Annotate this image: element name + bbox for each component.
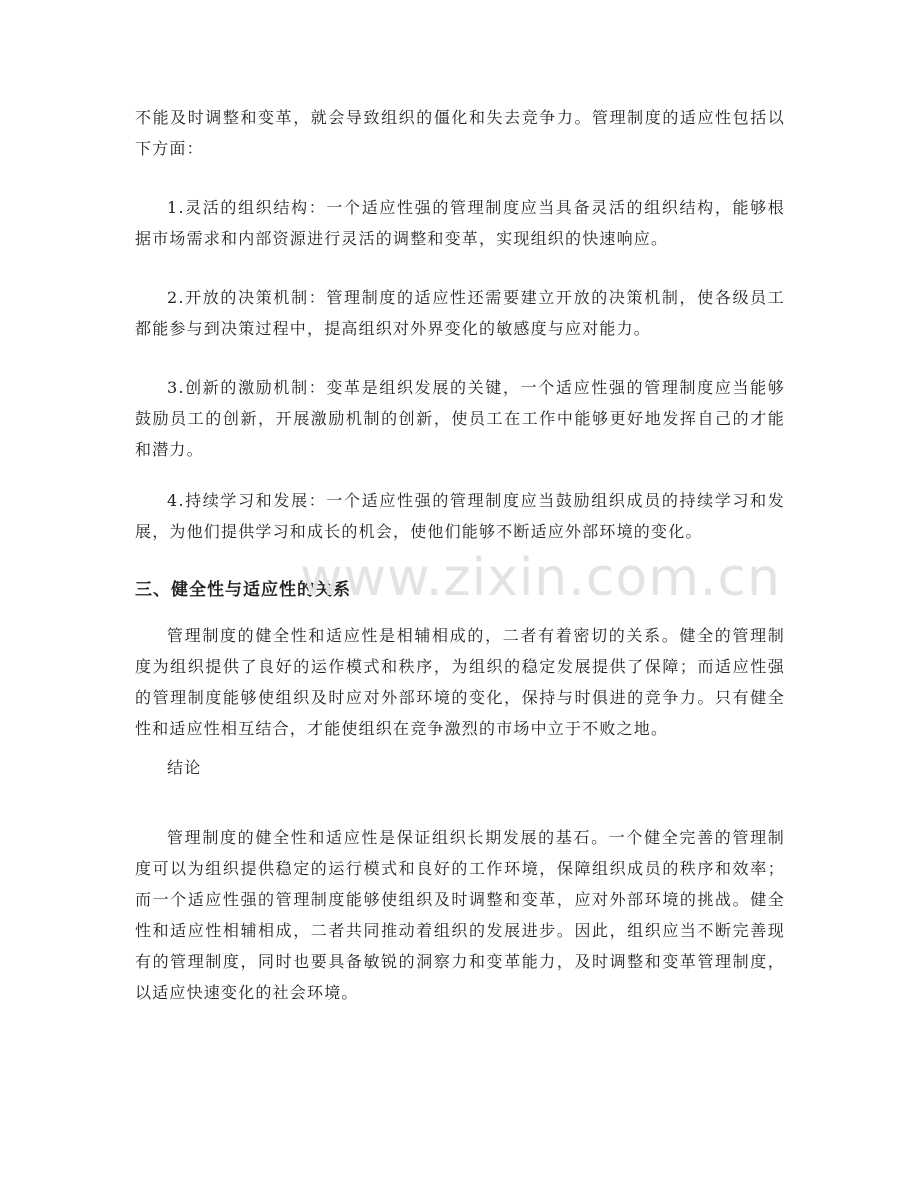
list-item-continuous-learning: 4.持续学习和发展：一个适应性强的管理制度应当鼓励组织成员的持续学习和发展，为他们提供学习和成长的机会，使他们能够不断适应外部环境的变化。: [135, 491, 785, 541]
section-paragraph: 管理制度的健全性和适应性是相辅相成的，二者有着密切的关系。健全的管理制度为组织提供了良好的运作模式和秩序，为组织的稳定发展提供了保障；而适应性强的管理制度能够使组织及时应对外部环境的变化，保持与时俱进的竞争力。只有健全性和适应性相互结合，才能使组织在竞争激烈的市场中立于不败之地。: [135, 626, 785, 738]
list-item-open-decision: 2.开放的决策机制：管理制度的适应性还需要建立开放的决策机制，使各级员工都能参与到决策过程中，提高组织对外界变化的敏感度与应对能力。: [135, 288, 785, 338]
intro-paragraph: 不能及时调整和变革，就会导致组织的僵化和失去竞争力。管理制度的适应性包括以下方面：: [135, 108, 785, 158]
section-heading: 三、健全性与适应性的关系: [135, 580, 351, 600]
list-item-innovative-incentive: 3.创新的激励机制：变革是组织发展的关键，一个适应性强的管理制度应当能够鼓励员工的创新，开展激励机制的创新，使员工在工作中能够更好地发挥自己的才能和潜力。: [135, 378, 785, 459]
conclusion-paragraph: 管理制度的健全性和适应性是保证组织长期发展的基石。一个健全完善的管理制度可以为组织提供稳定的运行模式和良好的工作环境，保障组织成员的秩序和效率；而一个适应性强的管理制度能够使组织及时调整和变革，应对外部环境的挑战。健全性和适应性相辅相成，二者共同推动着组织的发展进步。因此，组织应当不断完善现有的管理制度，同时也要具备敏锐的洞察力和变革能力，及时调整和变革管理制度，以适应快速变化的社会环境。: [135, 828, 785, 1002]
conclusion-label: 结论: [167, 758, 202, 777]
watermark: www.zixin.com.cn: [300, 548, 781, 608]
list-item-flexible-structure: 1.灵活的组织结构：一个适应性强的管理制度应当具备灵活的组织结构，能够根据市场需求和内部资源进行灵活的调整和变革，实现组织的快速响应。: [135, 198, 785, 248]
